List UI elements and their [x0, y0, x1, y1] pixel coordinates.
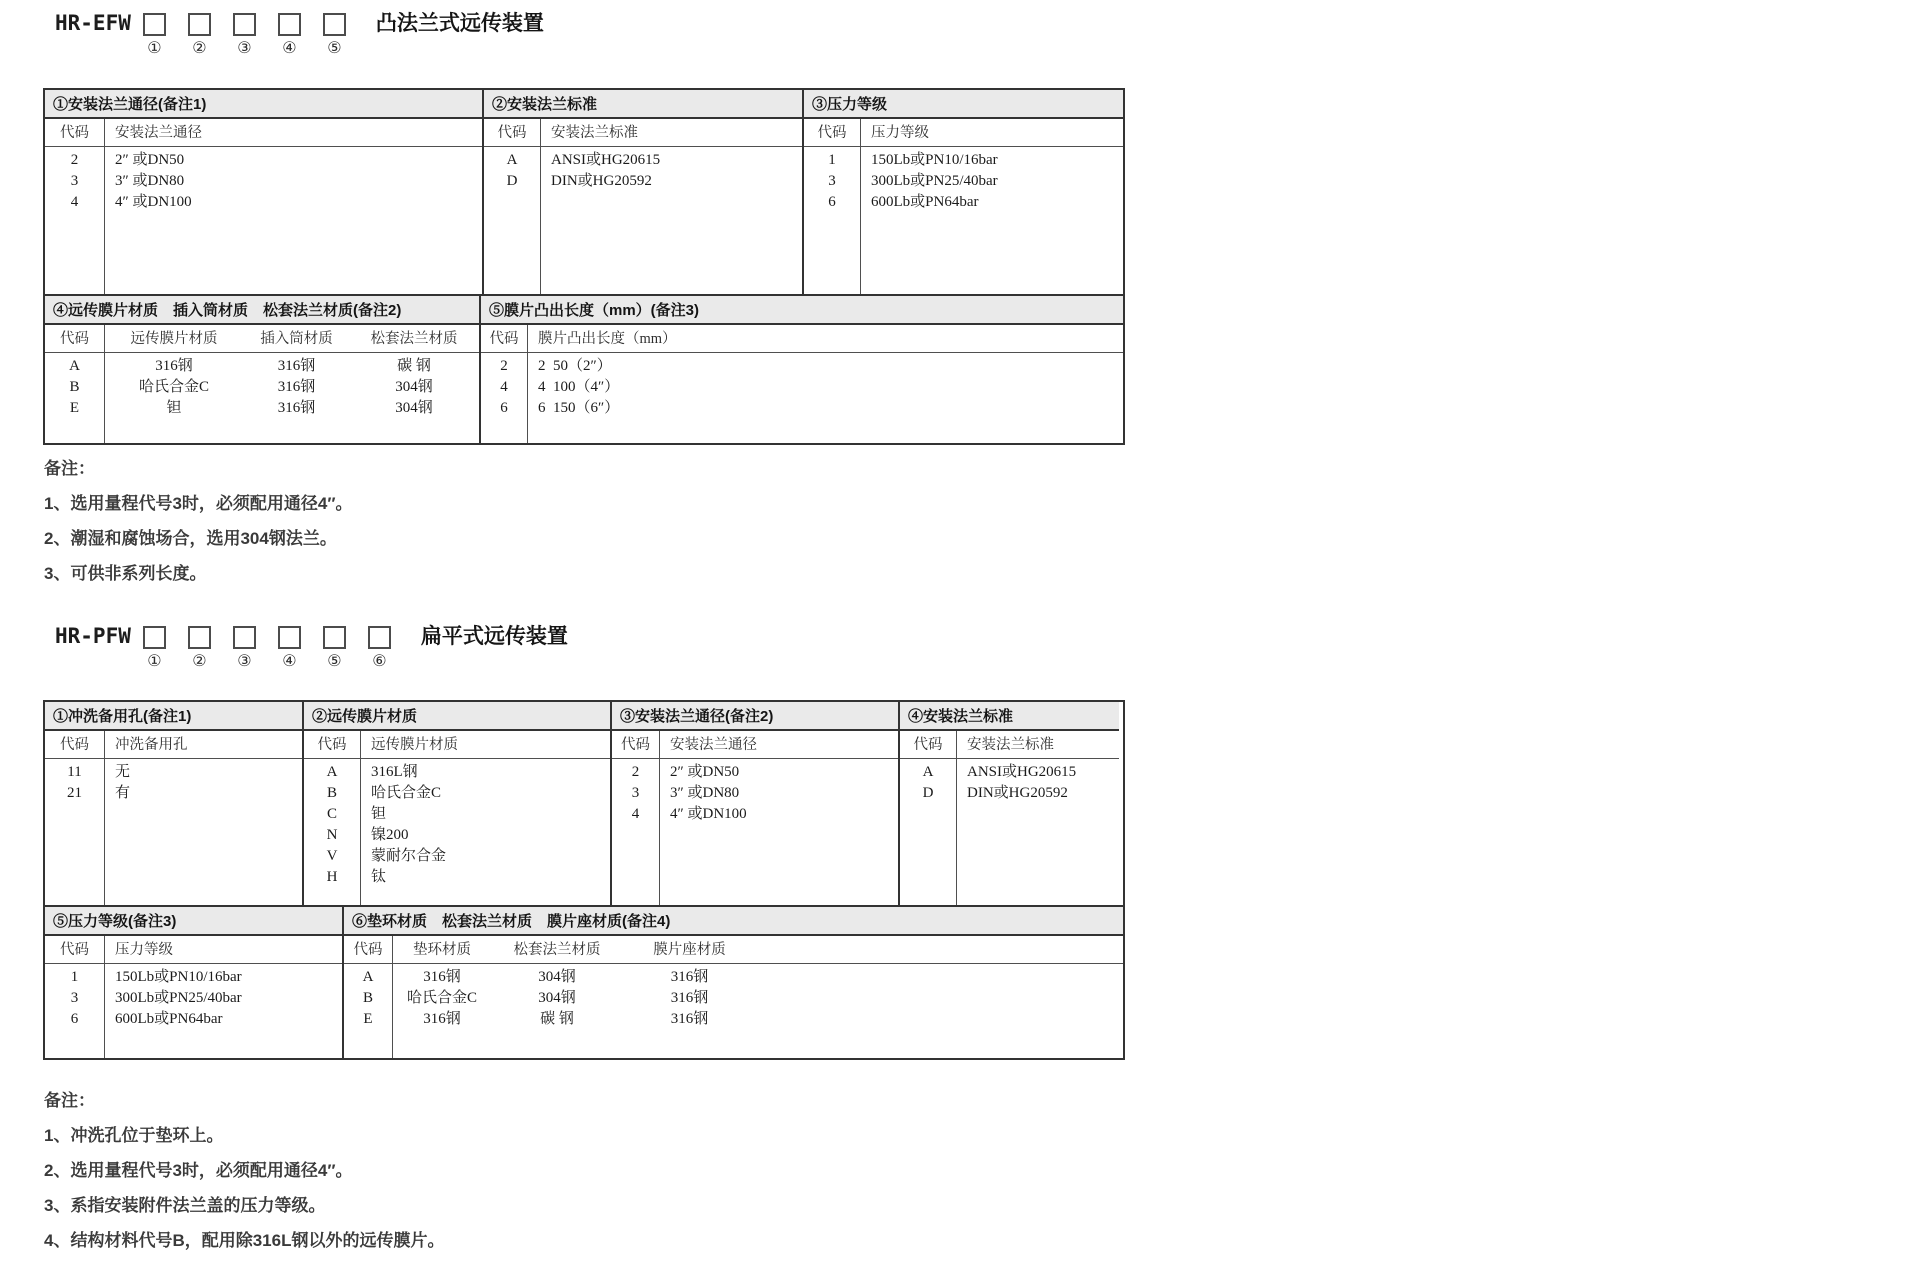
table-row — [304, 804, 610, 825]
value-col-header: 膜片凸出长度（mm） — [538, 331, 677, 347]
code-box-slot — [188, 626, 211, 670]
code-box-slot — [233, 13, 256, 57]
table-row — [804, 192, 1123, 213]
material-col-header: 插入筒材质 — [260, 331, 333, 347]
column-headers — [481, 325, 1123, 353]
section-title: ⑤膜片凸出长度（mm）(备注3) — [481, 296, 1123, 325]
circled-number: ③ — [237, 653, 252, 670]
value-cell: 钽 — [371, 806, 387, 822]
code-cell: 6 — [828, 194, 836, 210]
material-cell: 316钢 — [423, 1011, 461, 1027]
section-rows — [612, 759, 898, 905]
value-cell: 哈氏合金C — [371, 785, 442, 801]
value-cell: 300Lb或PN25/40bar — [871, 173, 998, 189]
value-cell: 4″ 或DN100 — [115, 194, 192, 210]
efw-section-pressure-rating — [802, 90, 1123, 294]
pfw-code-boxes — [143, 623, 413, 670]
notes-list — [44, 1126, 444, 1251]
section-rows — [304, 759, 610, 905]
code-box-slot — [188, 13, 211, 57]
section-title: ②远传膜片材质 — [304, 702, 610, 731]
value-col-header: 压力等级 — [871, 125, 929, 141]
code-box — [278, 626, 301, 649]
code-cell: A — [326, 764, 338, 780]
note-line: 2、潮湿和腐蚀场合，选用304钢法兰。 — [44, 529, 337, 548]
table-row — [304, 825, 610, 846]
efw-band-top — [45, 90, 1123, 294]
section-title: ③压力等级 — [804, 90, 1123, 119]
code-box — [323, 626, 346, 649]
table-row — [304, 783, 610, 804]
table-row — [481, 377, 1123, 398]
code-box-slot — [323, 13, 346, 57]
section-rows — [45, 759, 302, 905]
value-cell: 3″ 或DN80 — [115, 173, 185, 189]
column-headers — [45, 325, 479, 353]
code-cell: D — [922, 785, 934, 801]
code-col-header: 代码 — [913, 737, 943, 753]
material-cell: 304钢 — [538, 990, 576, 1006]
material-cell: 304钢 — [538, 969, 576, 985]
table-row — [45, 171, 482, 192]
material-col-header: 远传膜片材质 — [130, 331, 218, 347]
efw-product-name: 凸法兰式远传装置 — [375, 12, 544, 35]
circled-number: ① — [147, 40, 162, 57]
table-row — [45, 150, 482, 171]
pfw-section-flange-standard — [898, 702, 1119, 905]
code-box-slot — [368, 626, 391, 670]
table-row — [45, 398, 479, 419]
code-cell: 4 — [70, 194, 79, 210]
efw-section-flange-diameter — [45, 90, 482, 294]
table-row — [481, 356, 1123, 377]
code-cell: 1 — [828, 152, 836, 168]
column-headers — [484, 119, 802, 147]
code-cell: 21 — [67, 785, 82, 801]
code-cell: C — [326, 806, 337, 822]
pfw-model-row — [55, 623, 568, 685]
section-title: ⑥垫环材质 松套法兰材质 膜片座材质(备注4) — [344, 907, 1123, 936]
code-box-slot — [143, 626, 166, 670]
section-title: ④安装法兰标准 — [900, 702, 1119, 731]
material-cell: 316钢 — [277, 400, 316, 416]
column-headers — [804, 119, 1123, 147]
code-box-slot — [278, 626, 301, 670]
value-cell: 钛 — [371, 869, 387, 885]
value-cell: 2 50（2″） — [538, 358, 612, 374]
material-cell: 316钢 — [155, 358, 193, 374]
pfw-section-flushing-hole — [45, 702, 302, 905]
section-title: ①冲洗备用孔(备注1) — [45, 702, 302, 731]
section-title: ⑤压力等级(备注3) — [45, 907, 342, 936]
table-row — [804, 171, 1123, 192]
table-row — [45, 783, 302, 804]
value-col-header: 安装法兰通径 — [115, 125, 202, 141]
material-cell: 碳 钢 — [397, 358, 431, 374]
code-col-header: 代码 — [489, 331, 519, 347]
column-headers — [900, 731, 1119, 759]
pfw-section-pressure-rating — [45, 907, 342, 1058]
code-box — [188, 13, 211, 36]
table-row — [481, 398, 1123, 419]
material-cell: 钽 — [166, 400, 182, 416]
code-cell: E — [363, 1011, 373, 1027]
code-cell: A — [362, 969, 374, 985]
efw-section-diaphragm-extension-length — [479, 296, 1123, 443]
code-cell: 3 — [631, 785, 640, 801]
circled-number: ① — [147, 653, 162, 670]
value-cell: 600Lb或PN64bar — [871, 194, 979, 210]
code-cell: V — [326, 848, 338, 864]
code-box — [323, 13, 346, 36]
value-col-header: 远传膜片材质 — [371, 737, 458, 753]
value-cell: 镍200 — [371, 827, 409, 843]
note-line: 2、选用量程代号3时，必须配用通径4″。 — [44, 1161, 353, 1180]
material-cell: 哈氏合金C — [406, 990, 477, 1006]
value-col-header: 安装法兰通径 — [670, 737, 757, 753]
pfw-section-diaphragm-material — [302, 702, 610, 905]
value-cell: 有 — [115, 785, 131, 801]
efw-model-code: HR-EFW — [55, 11, 131, 35]
circled-number: ③ — [237, 40, 252, 57]
table-row — [304, 867, 610, 888]
code-cell: 3 — [70, 173, 79, 189]
column-headers — [45, 936, 342, 964]
material-col-header: 松套法兰材质 — [370, 331, 458, 347]
code-col-header: 代码 — [60, 942, 89, 958]
value-cell: 蒙耐尔合金 — [371, 848, 447, 864]
pfw-section-flange-diameter — [610, 702, 898, 905]
material-cell: 316钢 — [670, 969, 709, 985]
code-col-header: 代码 — [317, 737, 347, 753]
efw-spec-table — [43, 88, 1125, 445]
pfw-band-bottom — [45, 905, 1123, 1058]
code-box-slot — [278, 13, 301, 57]
table-row — [484, 171, 802, 192]
code-cell: N — [326, 827, 338, 843]
value-cell: 无 — [115, 764, 131, 780]
section-rows — [45, 353, 479, 443]
code-cell: D — [506, 173, 518, 189]
value-cell: DIN或HG20592 — [967, 785, 1068, 801]
code-cell: 6 — [70, 1011, 79, 1027]
value-cell: 300Lb或PN25/40bar — [115, 990, 242, 1006]
code-cell: A — [69, 358, 80, 374]
code-box — [188, 626, 211, 649]
value-cell: 6 150（6″） — [538, 400, 620, 416]
material-col-header: 膜片座材质 — [653, 942, 726, 958]
efw-band-bottom — [45, 294, 1123, 443]
code-cell: 4 — [500, 379, 508, 395]
code-cell: B — [326, 785, 337, 801]
material-col-header: 垫环材质 — [413, 942, 471, 958]
section-rows — [45, 147, 482, 294]
value-col-header: 压力等级 — [115, 942, 173, 958]
material-cell: 316钢 — [423, 969, 461, 985]
code-cell: A — [506, 152, 518, 168]
value-cell: 600Lb或PN64bar — [115, 1011, 223, 1027]
circled-number: ④ — [282, 653, 297, 670]
table-row — [344, 967, 1123, 988]
efw-notes — [44, 458, 353, 584]
code-cell: 2 — [70, 152, 79, 168]
note-line: 4、结构材料代号B，配用除316L钢以外的远传膜片。 — [44, 1231, 445, 1250]
material-cell: 304钢 — [395, 379, 433, 395]
code-box — [143, 626, 166, 649]
code-box-slot — [323, 626, 346, 670]
table-row — [45, 762, 302, 783]
column-headers — [612, 731, 898, 759]
material-cell: 316钢 — [670, 1011, 709, 1027]
column-headers — [45, 119, 482, 147]
code-col-header: 代码 — [60, 331, 89, 347]
table-row — [900, 783, 1119, 804]
table-row — [900, 762, 1119, 783]
circled-number: ⑤ — [327, 40, 342, 57]
code-box — [233, 626, 256, 649]
code-cell: B — [69, 379, 80, 395]
code-cell: 2 — [631, 764, 640, 780]
column-headers — [45, 731, 302, 759]
notes-title: 备注： — [44, 1091, 95, 1110]
code-box-slot — [143, 13, 166, 57]
column-headers — [344, 936, 1123, 964]
value-cell: 150Lb或PN10/16bar — [115, 969, 242, 985]
code-box — [143, 13, 166, 36]
efw-model-row — [55, 10, 544, 72]
code-cell: A — [922, 764, 934, 780]
pfw-model-code: HR-PFW — [55, 624, 131, 648]
code-col-header: 代码 — [817, 125, 847, 141]
code-box-slot — [233, 626, 256, 670]
circled-number: ② — [192, 40, 207, 57]
value-cell: DIN或HG20592 — [551, 173, 652, 189]
code-cell: 3 — [70, 990, 79, 1006]
table-row — [344, 988, 1123, 1009]
table-row — [45, 192, 482, 213]
pfw-product-name: 扁平式远传装置 — [420, 625, 568, 648]
table-row — [344, 1009, 1123, 1030]
note-line: 3、系指安装附件法兰盖的压力等级。 — [44, 1196, 326, 1215]
table-row — [612, 783, 898, 804]
table-row — [45, 356, 479, 377]
material-cell: 哈氏合金C — [138, 379, 209, 395]
table-row — [45, 967, 342, 988]
note-line: 1、冲洗孔位于垫环上。 — [44, 1126, 224, 1145]
note-line: 1、选用量程代号3时，必须配用通径4″。 — [44, 494, 353, 513]
pfw-section-gasket-materials — [342, 907, 1123, 1058]
notes-title: 备注： — [44, 459, 95, 478]
code-col-header: 代码 — [60, 125, 89, 141]
code-col-header: 代码 — [621, 737, 650, 753]
code-col-header: 代码 — [60, 737, 89, 753]
code-cell: 11 — [67, 764, 82, 780]
material-cell: 316钢 — [277, 379, 316, 395]
value-cell: 150Lb或PN10/16bar — [871, 152, 998, 168]
code-col-header: 代码 — [353, 942, 383, 958]
table-row — [612, 804, 898, 825]
section-title: ①安装法兰通径(备注1) — [45, 90, 482, 119]
table-row — [45, 1009, 342, 1030]
note-line: 3、可供非系列长度。 — [44, 564, 207, 583]
table-row — [304, 762, 610, 783]
table-row — [612, 762, 898, 783]
table-row — [804, 150, 1123, 171]
code-box — [233, 13, 256, 36]
code-cell: 6 — [500, 400, 508, 416]
value-cell: 4″ 或DN100 — [670, 806, 747, 822]
code-cell: 4 — [631, 806, 640, 822]
table-row — [45, 988, 342, 1009]
pfw-spec-table — [43, 700, 1125, 1060]
section-rows — [484, 147, 802, 294]
section-title: ②安装法兰标准 — [484, 90, 802, 119]
section-title: ④远传膜片材质 插入筒材质 松套法兰材质(备注2) — [45, 296, 479, 325]
section-rows — [344, 964, 1123, 1058]
value-cell: 2″ 或DN50 — [670, 764, 740, 780]
efw-code-boxes — [143, 10, 368, 57]
column-headers — [304, 731, 610, 759]
circled-number: ⑤ — [327, 653, 342, 670]
value-col-header: 安装法兰标准 — [551, 125, 638, 141]
material-cell: 碳 钢 — [540, 1011, 574, 1027]
section-rows — [900, 759, 1119, 905]
material-cell: 304钢 — [395, 400, 433, 416]
notes-list — [44, 494, 353, 584]
value-cell: 316L钢 — [371, 764, 418, 780]
section-title: ③安装法兰通径(备注2) — [612, 702, 898, 731]
table-row — [304, 846, 610, 867]
code-col-header: 代码 — [497, 125, 527, 141]
value-cell: 3″ 或DN80 — [670, 785, 740, 801]
table-row — [45, 377, 479, 398]
pfw-band-top — [45, 702, 1123, 905]
efw-section-diaphragm-materials — [45, 296, 479, 443]
circled-number: ⑥ — [372, 653, 387, 670]
circled-number: ④ — [282, 40, 297, 57]
code-cell: 1 — [70, 969, 79, 985]
material-col-header: 松套法兰材质 — [513, 942, 601, 958]
code-cell: 3 — [828, 173, 836, 189]
value-cell: ANSI或HG20615 — [551, 152, 661, 168]
code-cell: 2 — [500, 358, 508, 374]
value-col-header: 冲洗备用孔 — [115, 737, 188, 753]
section-rows — [481, 353, 1123, 443]
value-cell: 4 100（4″） — [538, 379, 620, 395]
material-cell: 316钢 — [670, 990, 709, 1006]
value-col-header: 安装法兰标准 — [967, 737, 1054, 753]
pfw-notes — [44, 1090, 444, 1251]
table-row — [484, 150, 802, 171]
code-box — [278, 13, 301, 36]
code-box — [368, 626, 391, 649]
material-cell: 316钢 — [277, 358, 316, 374]
code-cell: B — [362, 990, 373, 1006]
section-rows — [45, 964, 342, 1058]
section-rows — [804, 147, 1123, 294]
efw-section-flange-standard — [482, 90, 802, 294]
code-cell: H — [326, 869, 338, 885]
value-cell: ANSI或HG20615 — [967, 764, 1077, 780]
circled-number: ② — [192, 653, 207, 670]
value-cell: 2″ 或DN50 — [115, 152, 185, 168]
code-cell: E — [69, 400, 80, 416]
